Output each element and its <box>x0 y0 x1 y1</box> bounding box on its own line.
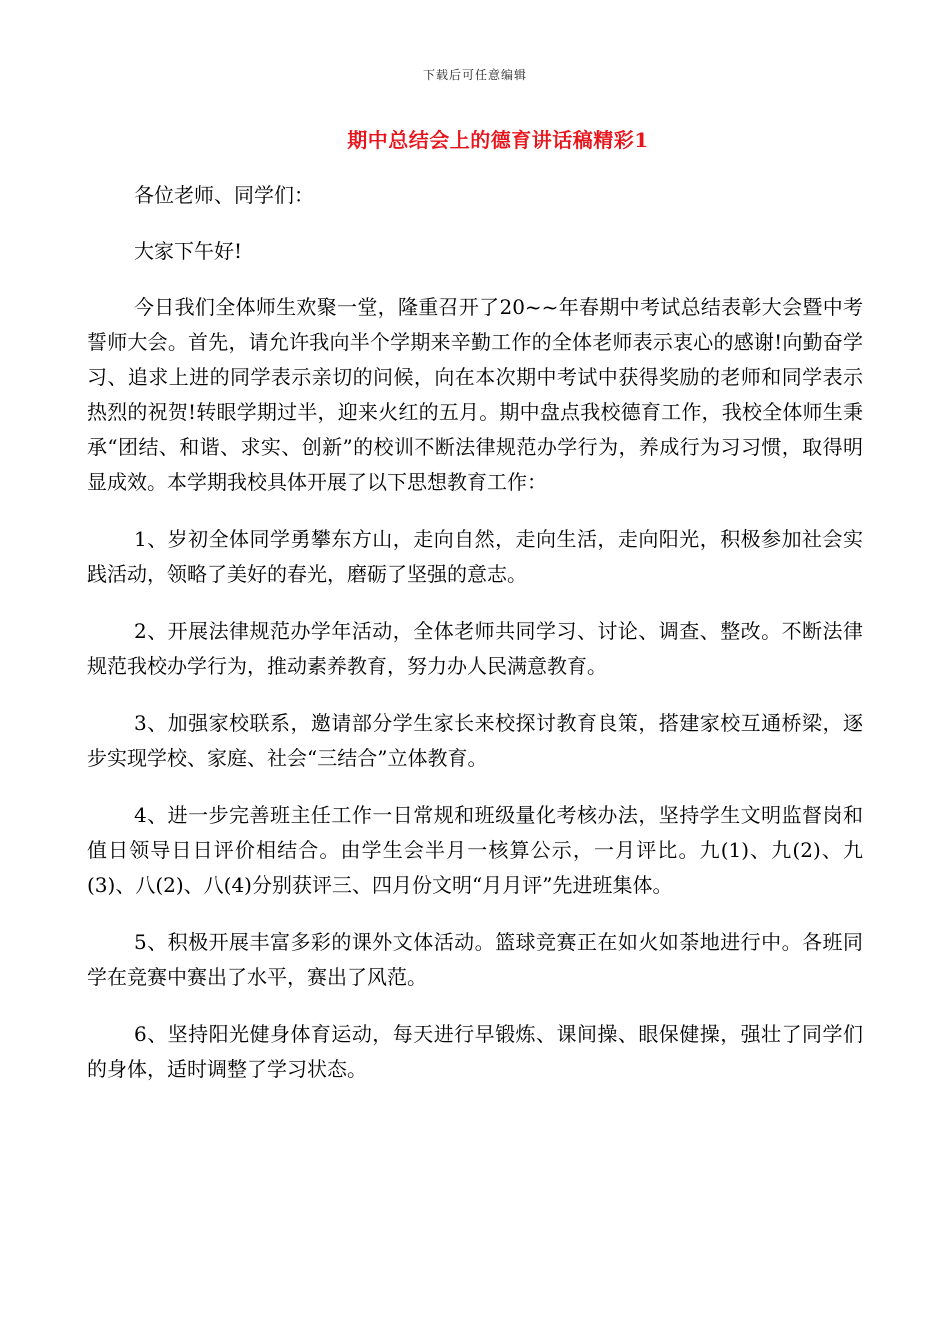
list-item-6: 6、坚持阳光健身体育运动，每天进行早锻炼、课间操、眼保健操，强壮了同学们的身体，适时调整了学习状态。 <box>87 1022 863 1081</box>
greeting-paragraph: 各位老师、同学们： <box>134 183 314 207</box>
list-item-3: 3、加强家校联系，邀请部分学生家长来校探讨教育良策，搭建家校互通桥梁，逐步实现学校、家庭、社会“三结合”立体教育。 <box>87 711 863 770</box>
intro-paragraph: 今日我们全体师生欢聚一堂，隆重召开了20~~年春期中考试总结表彰大会暨中考誓师大会。首先，请允许我向半个学期来辛勤工作的全体老师表示衷心的感谢!向勤奋学习、追求上进的同学表示亲切的问候，向在本次期中考试中获得奖励的老师和同学表示热烈的祝贺!转眼学期过半，迎来火红的五月。期中盘点我校德育工作，我校全体师生秉承“团结、和谐、求实、创新”的校训不断法律规范办学行为，养成行为习习惯，取得明显成效。本学期我校具体开展了以下思想教育工作： <box>87 295 863 494</box>
header-note: 下载后可任意编辑 <box>422 68 527 82</box>
document-body <box>87 178 863 1109</box>
list-item-2: 2、开展法律规范办学年活动，全体老师共同学习、讨论、调查、整改。不断法律规范我校办学行为，推动素养教育，努力办人民满意教育。 <box>87 619 863 678</box>
salutation-paragraph: 大家下午好! <box>134 239 243 263</box>
list-item-1: 1、岁初全体同学勇攀东方山，走向自然，走向生活，走向阳光，积极参加社会实践活动，领略了美好的春光，磨砺了坚强的意志。 <box>87 527 863 586</box>
list-item-5: 5、积极开展丰富多彩的课外文体活动。篮球竞赛正在如火如荼地进行中。各班同学在竞赛中赛出了水平，赛出了风范。 <box>87 930 863 989</box>
document-title: 期中总结会上的德育讲话稿精彩1 <box>347 128 649 152</box>
list-item-4: 4、进一步完善班主任工作一日常规和班级量化考核办法，坚持学生文明监督岗和值日领导日日评价相结合。由学生会半月一核算公示，一月评比。九(1)、九(2)、九(3)、八(2)、八(4)分别获评三、四月份文明“月月评”先进班集体。 <box>87 803 863 897</box>
